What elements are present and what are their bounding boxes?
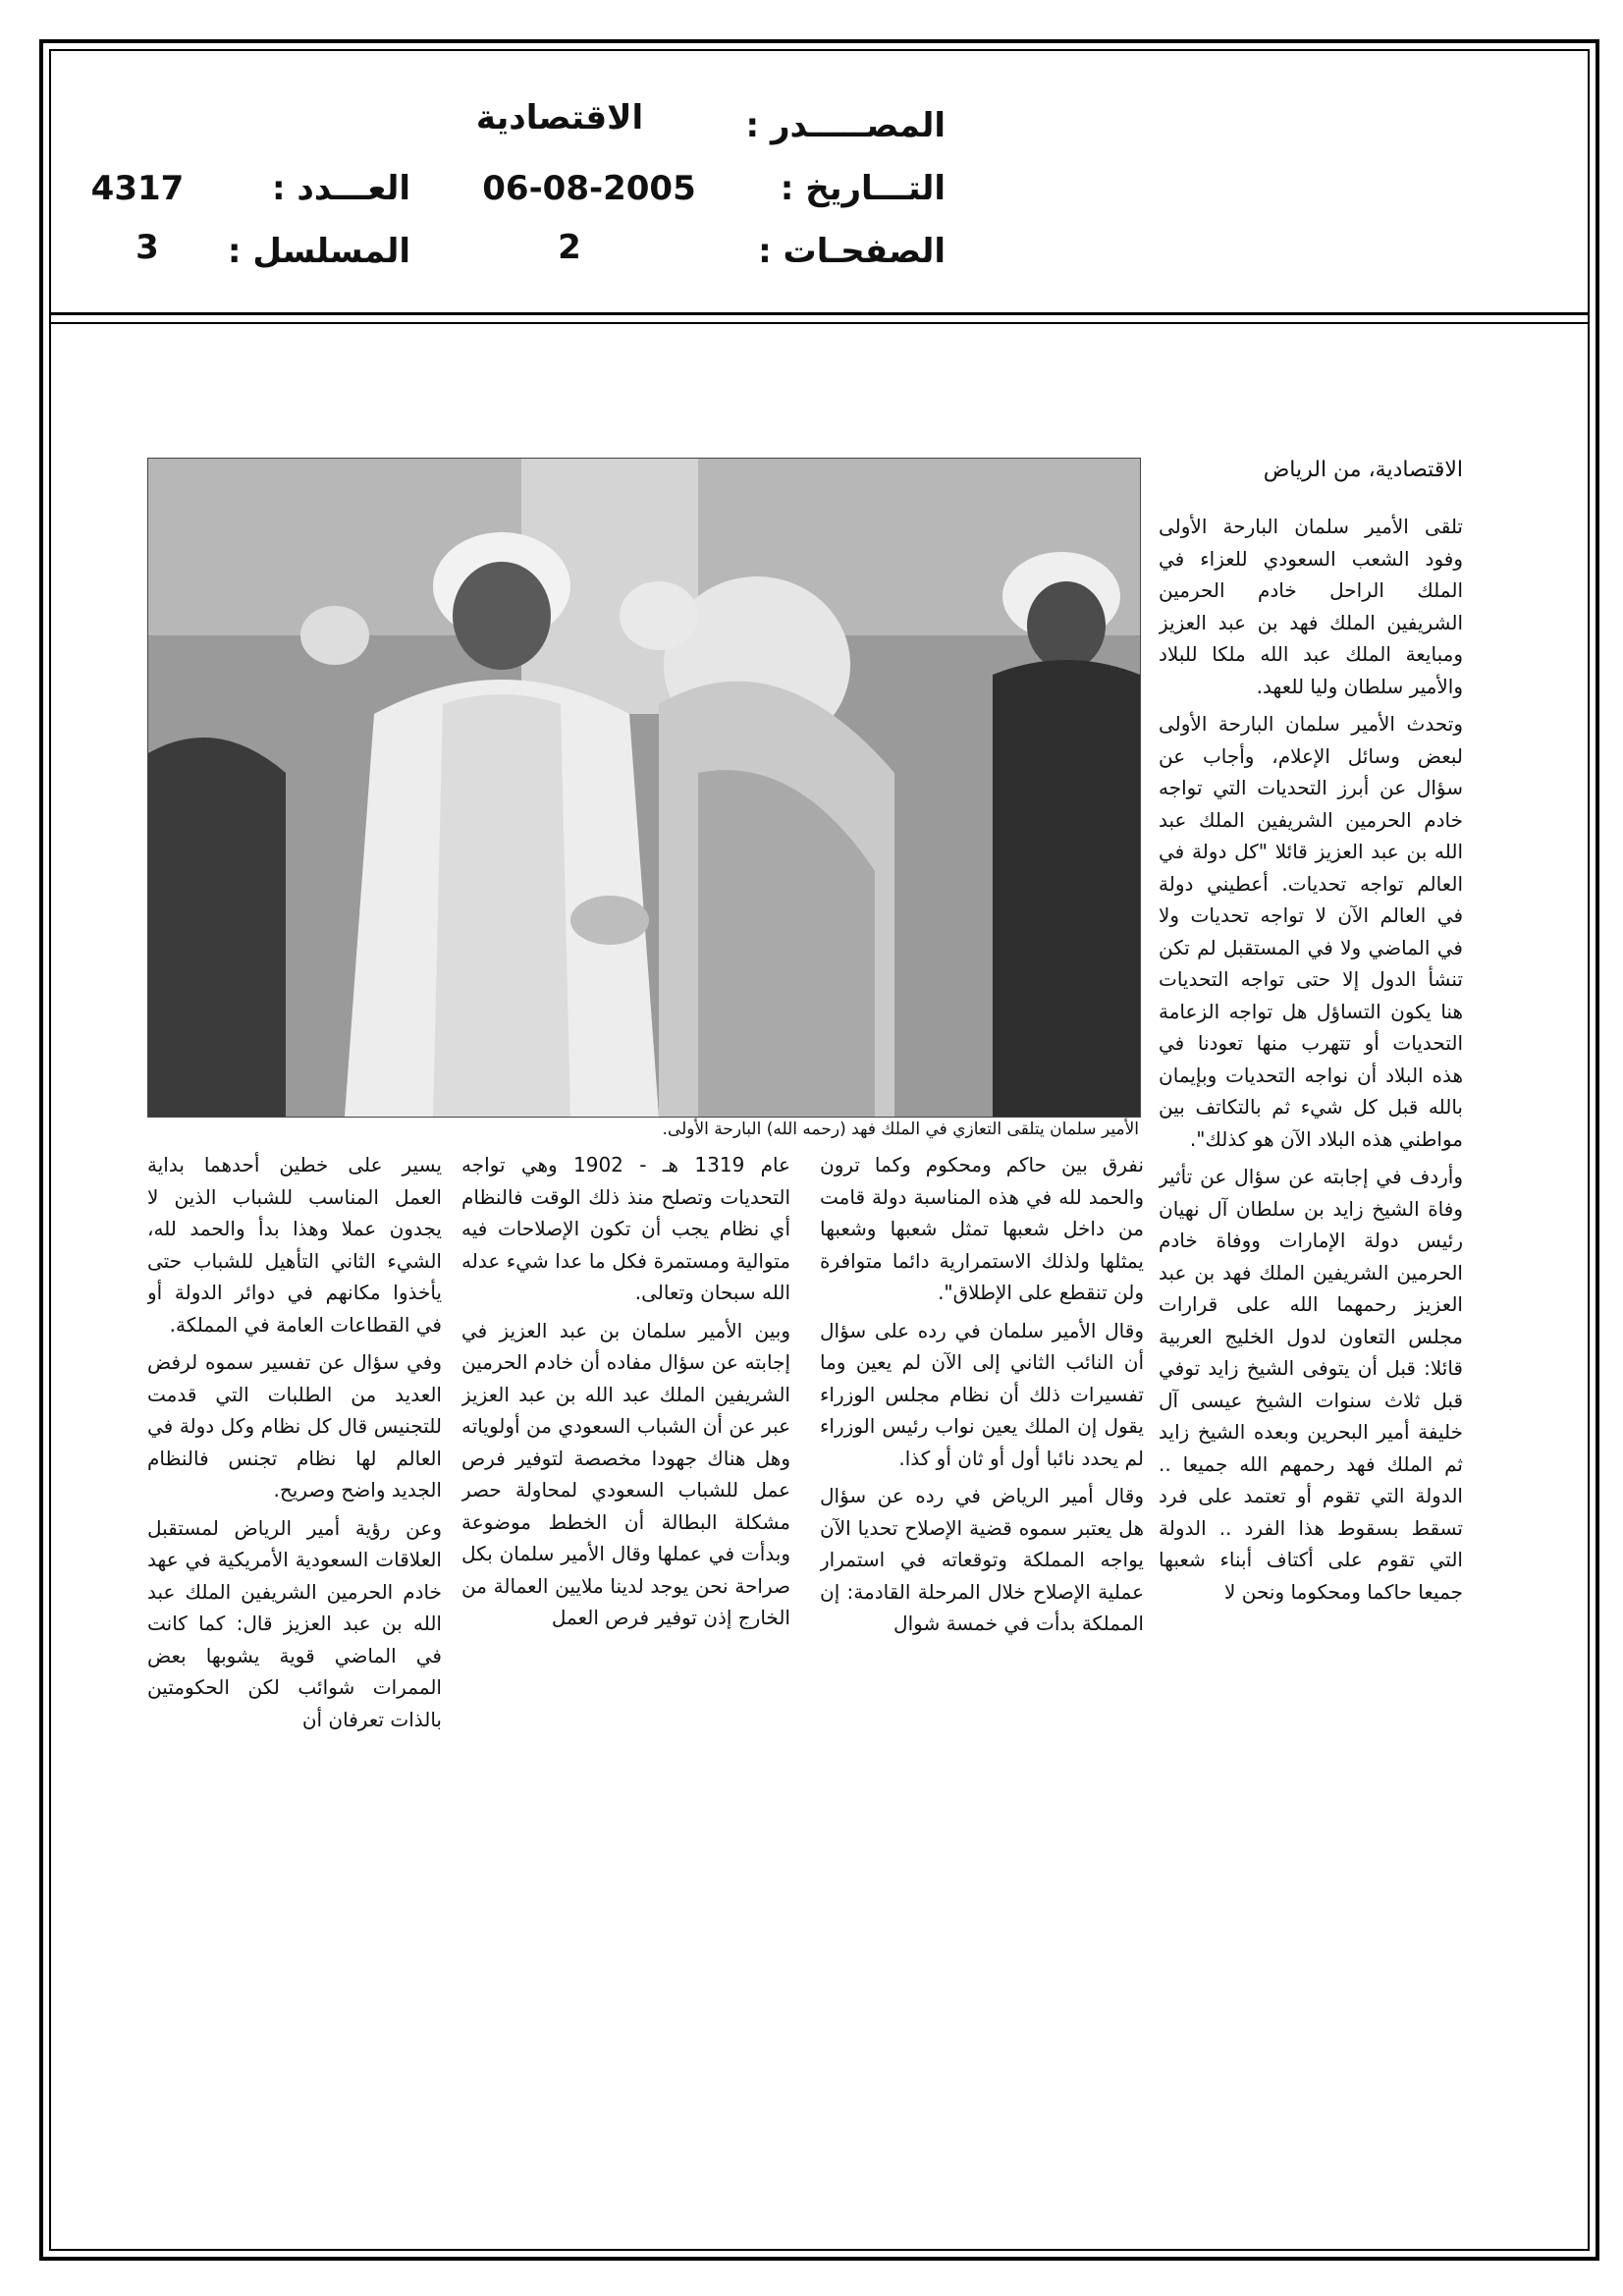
article-source-line: الاقتصادية، من الرياض bbox=[1263, 458, 1463, 482]
column-paragraph: عام 1319 هـ - 1902 وهي تواجه التحديات وتصلح منذ ذلك الوقت فالنظام أي نظام يجب أن تكون الإصلاحات فيه متوالية ومستمرة فكل ما عدا شيء عدله الله سبحان وتعالى. bbox=[461, 1153, 790, 1304]
lead-paragraph: تلقى الأمير سلمان البارحة الأولى وفود الشعب السعودي للعزاء في الملك الراحل خادم الحرمين الشريفين الملك فهد بن عبد العزيز ومبايعة الملك عبد الله ملكا للبلاد والأمير سلطان وليا للعهد. bbox=[1159, 515, 1463, 698]
date-label: التـــاريخ : bbox=[780, 169, 946, 208]
news-photo bbox=[147, 458, 1141, 1118]
source-value: الاقتصادية bbox=[475, 98, 644, 137]
pages-label: الصفحـات : bbox=[758, 232, 946, 271]
header-divider-inner bbox=[49, 322, 1590, 324]
source-label: المصـــــدر : bbox=[745, 106, 946, 145]
photo-caption: الأمير سلمان يتلقى التعازي في الملك فهد (رحمه الله) البارحة الأولى. bbox=[662, 1120, 1139, 1139]
column-paragraph: وعن رؤية أمير الرياض لمستقبل العلاقات السعودية الأمريكية في عهد خادم الحرمين الشريفين الملك عبد الله بن عبد العزيز قال: كما كانت في الماضي قوية يشوبها بعض الممرات شوائب لكن الحكومتين بالذات تعرفان أن bbox=[147, 1515, 442, 1731]
article-column-3 bbox=[147, 1149, 442, 1768]
header-divider bbox=[49, 312, 1590, 315]
article-column-2 bbox=[461, 1149, 790, 1768]
date-value: 06-08-2005 bbox=[482, 169, 696, 208]
pages-value: 2 bbox=[558, 228, 581, 267]
serial-label: المسلسل : bbox=[227, 232, 410, 271]
column-paragraph: وفي سؤال عن تفسير سموه لرفض العديد من الطلبات التي قدمت للتجنيس قال كل نظام وكل دولة في العالم لها نظام تجنس فالنظام الجديد واضح وصريح. bbox=[147, 1350, 442, 1502]
article-column-1 bbox=[820, 1149, 1144, 1768]
lead-paragraph: وتحدث الأمير سلمان البارحة الأولى لبعض وسائل الإعلام، وأجاب عن سؤال عن أبرز التحديات التي تواجه خادم الحرمين الشريفين الملك عبد الله بن عبد العزيز قائلا "كل دولة في العالم تواجه تحديات. أعطيني دولة في العالم الآن لا تواجه تحديات ولا في الماضي ولا في المستقبل لم تكن تنشأ الدول إلا حتى تواجه التحديات هنا يكون التساؤل هل تواجه الزعامة التحديات أو تتهرب منها تعودنا في هذه البلاد أن نواجه التحديات وبإيمان بالله قبل كل شيء ثم بالتكاتف بين مواطني هذه البلاد الآن هو كذلك". bbox=[1159, 712, 1463, 1151]
issue-value: 4317 bbox=[90, 169, 185, 208]
photo-illustration bbox=[148, 459, 1140, 1117]
column-paragraph: نفرق بين حاكم ومحكوم وكما ترون والحمد لله في هذه المناسبة دولة قامت من داخل شعبها تمثل شعبها وشعبها يمثلها ولذلك الاستمرارية دائما متوافرة ولن تنقطع على الإطلاق". bbox=[820, 1153, 1144, 1304]
lead-paragraph: وأردف في إجابته عن سؤال عن تأثير وفاة الشيخ زايد بن سلطان آل نهيان رئيس دولة الإمارات ووفاة خادم الحرمين الشريفين الملك فهد بن عبد العزيز رحمهما الله على قرارات مجلس التعاون لدول الخليج العربية قائلا: قبل أن يتوفى الشيخ زايد توفي قبل ثلاث سنوات الشيخ عيسى آل خليفة أمير البحرين وبعده الشيخ زايد ثم الملك فهد رحمهم الله جميعا .. الدولة التي تقوم أو تعتمد على فرد تسقط بسقوط هذا الفرد .. الدولة التي تقوم على أكتاف أبناء شعبها جميعا حاكما ومحكوما ونحن لا bbox=[1159, 1165, 1463, 1604]
issue-label: العـــدد : bbox=[272, 169, 410, 208]
column-paragraph: وقال الأمير سلمان في رده على سؤال أن النائب الثاني إلى الآن لم يعين وما تفسيرات ذلك أن نظام مجلس الوزراء يقول إن الملك يعين نواب رئيس الوزراء لم يحدد نائبا أول أو ثان أو كذا. bbox=[820, 1318, 1144, 1470]
column-paragraph: يسير على خطين أحدهما بداية العمل المناسب للشباب الذين لا يجدون عملا وهذا بدأ والحمد لله، الشيء الثاني التأهيل للشباب حتى يأخذوا مكانهم في دوائر الدولة أو في القطاعات العامة في المملكة. bbox=[147, 1153, 442, 1337]
column-paragraph: وبين الأمير سلمان بن عبد العزيز في إجابته عن سؤال مفاده أن خادم الحرمين الشريفين الملك عبد الله بن عبد العزيز عبر عن أن الشباب السعودي من أولوياته وهل هناك جهودا مخصصة لتوفير فرص عمل للشباب السعودي لمحاولة حصر مشكلة البطالة أن الخطط موضوعة وبدأت في عملها وقال الأمير سلمان بكل صراحة نحن يوجد لدينا ملايين العمالة من الخارج إذن توفير فرص العمل bbox=[461, 1318, 790, 1629]
serial-value: 3 bbox=[135, 228, 159, 267]
column-paragraph: وقال أمير الرياض في رده عن سؤال هل يعتبر سموه قضية الإصلاح تحديا الآن يواجه المملكة وتوقعاته في استمرار عملية الإصلاح خلال المرحلة القادمة: إن المملكة بدأت في خمسة شوال bbox=[820, 1484, 1144, 1635]
lead-column bbox=[1159, 511, 1463, 1768]
